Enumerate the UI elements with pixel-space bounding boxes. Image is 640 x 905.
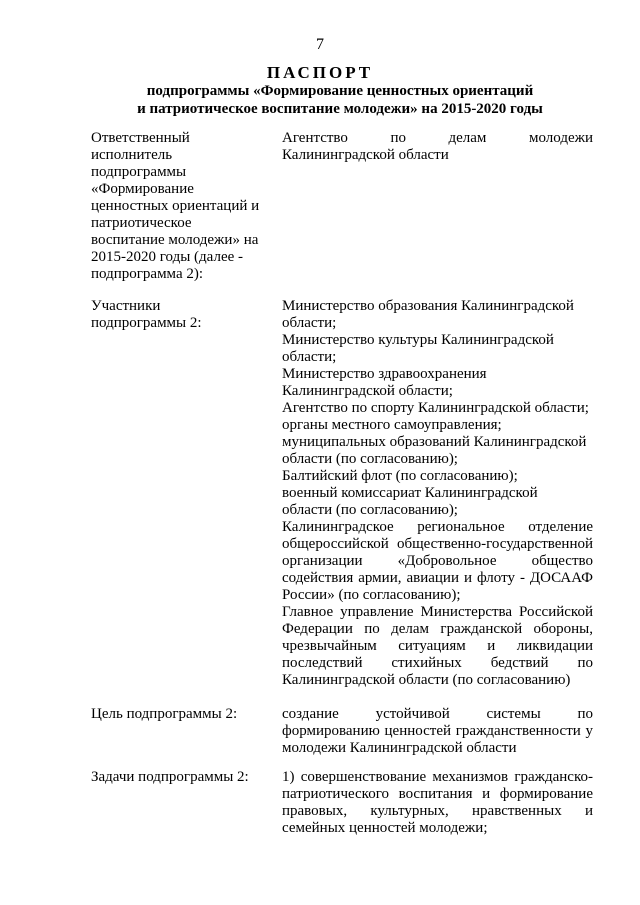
label-line: «Формирование — [91, 181, 194, 197]
value-line: муниципальных образований Калининградской — [282, 434, 587, 450]
label-line: воспитание молодежи» на — [91, 232, 259, 248]
value-line: содействия армии, авиации и флоту - ДОСААФ — [282, 570, 593, 586]
row-label — [91, 298, 274, 706]
page-number: 7 — [316, 36, 324, 53]
document-subtitle — [60, 82, 620, 118]
value-line: Калининградской области — [282, 147, 449, 163]
label-line: подпрограммы 2: — [91, 315, 202, 331]
passport-table — [91, 130, 593, 837]
passport-row-responsible — [91, 130, 593, 298]
label-line: Задачи подпрограммы 2: — [91, 769, 249, 785]
value-line: Министерство культуры Калининградской — [282, 332, 554, 348]
value-line: последствий стихийных бедствий по — [282, 655, 593, 671]
label-line: Участники — [91, 298, 161, 314]
label-line: подпрограмма 2): — [91, 266, 204, 282]
row-value — [282, 298, 593, 706]
value-line: 1) совершенствование механизмов гражданско- — [282, 769, 593, 785]
label-line: Цель подпрограммы 2: — [91, 706, 238, 722]
value-line: семейных ценностей молодежи; — [282, 820, 488, 836]
label-line: подпрограммы — [91, 164, 187, 180]
value-line: Министерство образования Калининградской — [282, 298, 574, 314]
value-line: формированию ценностей гражданственности у — [282, 723, 593, 739]
row-value — [282, 769, 593, 837]
row-label — [91, 706, 274, 769]
value-line: правовых, культурных, нравственных и — [282, 803, 593, 819]
row-value — [282, 130, 593, 298]
label-line: патриотическое — [91, 215, 192, 231]
value-line: Калининградское региональное отделение — [282, 519, 593, 535]
value-line: Агентство по спорту Калининградской области; — [282, 400, 589, 416]
value-line: области; — [282, 349, 337, 365]
passport-row-goal — [91, 706, 593, 769]
value-line: области (по согласованию); — [282, 502, 458, 518]
value-line: военный комиссариат Калининградской — [282, 485, 538, 501]
label-line: исполнитель — [91, 147, 173, 163]
value-line: чрезвычайным ситуациям и ликвидации — [282, 638, 593, 654]
value-line: Калининградской области (по согласованию) — [282, 672, 571, 688]
value-line: Балтийский флот (по согласованию); — [282, 468, 518, 484]
value-line: создание устойчивой системы по — [282, 706, 593, 722]
subtitle-line-1: подпрограммы «Формирование ценностных ориентаций — [146, 83, 534, 99]
value-line: Агентство по делам молодежи — [282, 130, 593, 146]
passport-row-tasks — [91, 769, 593, 837]
value-line: Министерство здравоохранения — [282, 366, 487, 382]
label-line: ценностных ориентаций и — [91, 198, 260, 214]
value-line: общероссийской общественно-государственной — [282, 536, 593, 552]
value-line: органы местного самоуправления; — [282, 417, 502, 433]
value-line: Калининградской области; — [282, 383, 453, 399]
row-label — [91, 769, 274, 837]
passport-row-participants — [91, 298, 593, 706]
value-line: области; — [282, 315, 337, 331]
label-line: Ответственный — [91, 130, 190, 146]
value-line: области (по согласованию); — [282, 451, 458, 467]
value-line: России» (по согласованию); — [282, 587, 461, 603]
row-value — [282, 706, 593, 769]
value-line: Главное управление Министерства Российской — [282, 604, 593, 620]
document-title: ПАСПОРТ — [266, 63, 374, 82]
value-line: Федерации по делам гражданской обороны, — [282, 621, 593, 637]
label-line: 2015-2020 годы (далее - — [91, 249, 244, 265]
subtitle-line-2: и патриотическое воспитание молодежи» на 2015-2020 годы — [137, 101, 543, 117]
value-line: организации «Добровольное общество — [282, 553, 593, 569]
value-line: патриотического воспитания и формирование — [282, 786, 593, 802]
row-label — [91, 130, 274, 298]
value-line: молодежи Калининградской области — [282, 740, 517, 756]
